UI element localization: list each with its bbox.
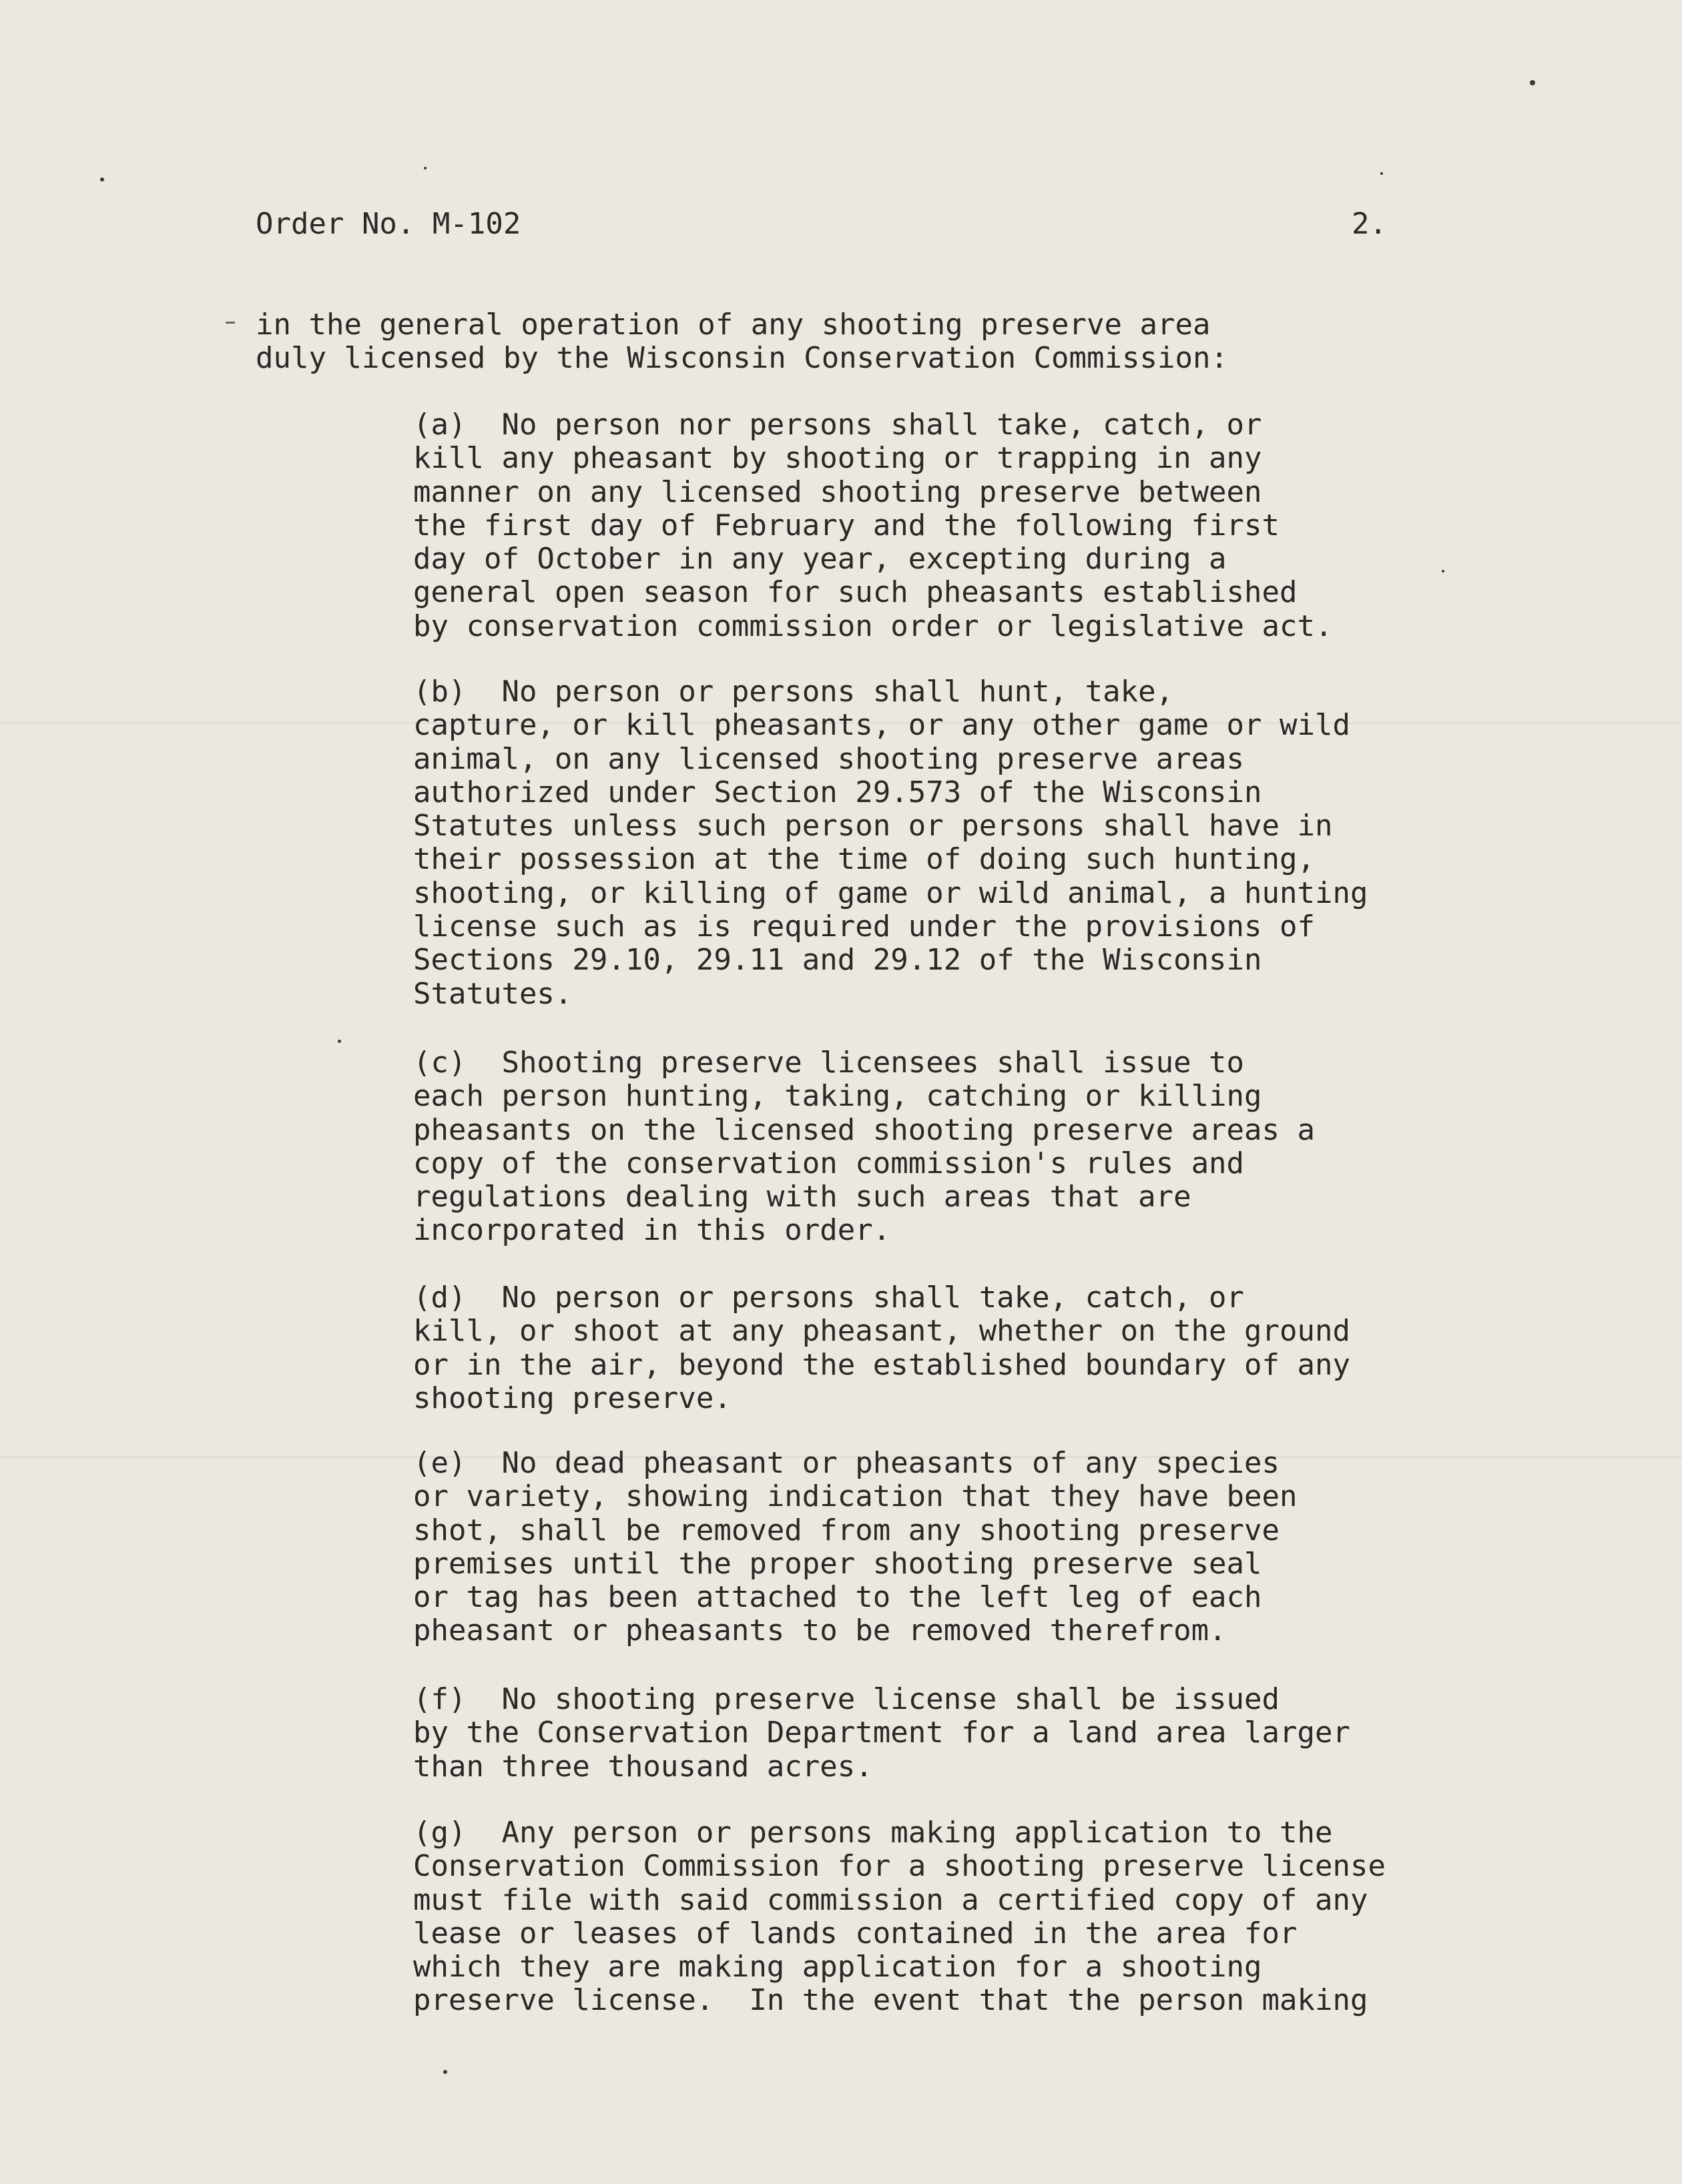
text-line: in the general operation of any shooting preserve area xyxy=(256,308,1211,342)
text-line: kill any pheasant by shooting or trapping in any xyxy=(413,441,1262,476)
paper-speck xyxy=(443,2070,447,2074)
paper-speck xyxy=(338,1040,341,1043)
order-number: Order No. M-102 xyxy=(256,207,521,241)
paper-speck xyxy=(1530,80,1535,85)
text-line: (c) Shooting preserve licensees shall issue to xyxy=(413,1046,1245,1080)
text-line: by the Conservation Department for a land area larger xyxy=(413,1716,1350,1750)
text-line: incorporated in this order. xyxy=(413,1213,891,1248)
text-line: general open season for such pheasants established xyxy=(413,575,1298,610)
text-line: (f) No shooting preserve license shall be issued xyxy=(413,1682,1280,1716)
text-line: kill, or shoot at any pheasant, whether on the ground xyxy=(413,1314,1350,1349)
text-line: shooting, or killing of game or wild animal, a hunting xyxy=(413,875,1368,910)
text-line: shot, shall be removed from any shooting preserve xyxy=(413,1513,1280,1547)
text-line: manner on any licensed shooting preserve between xyxy=(413,474,1262,509)
text-line: preserve license. In the event that the person making xyxy=(413,1983,1368,2018)
margin-mark xyxy=(226,322,235,324)
intro-text xyxy=(256,308,1457,376)
paper-speck xyxy=(424,167,427,169)
text-line: must file with said commission a certified copy of any xyxy=(413,1882,1368,1917)
text-line: animal, on any licensed shooting preserve areas xyxy=(413,741,1245,776)
text-line: (b) No person or persons shall hunt, take, xyxy=(413,675,1174,709)
text-line: lease or leases of lands contained in the area for xyxy=(413,1916,1298,1950)
paragraph-d xyxy=(413,1281,1548,1415)
text-line: their possession at the time of doing such hunting, xyxy=(413,842,1316,877)
text-line: Statutes unless such person or persons shall have in xyxy=(413,809,1333,843)
text-line: copy of the conservation commission's rules and xyxy=(413,1146,1245,1180)
paragraph-e xyxy=(413,1447,1548,1648)
paper-speck xyxy=(1380,172,1383,175)
text-line: the first day of February and the following first xyxy=(413,508,1280,542)
text-line: (e) No dead pheasant or pheasants of any species xyxy=(413,1446,1280,1480)
page-number: 2. xyxy=(1352,207,1387,241)
text-line: pheasants on the licensed shooting preserve areas a xyxy=(413,1112,1316,1147)
text-line: license such as is required under the provisions of xyxy=(413,909,1316,944)
text-line: (d) No person or persons shall take, catch, or xyxy=(413,1281,1245,1315)
text-line: than three thousand acres. xyxy=(413,1749,873,1784)
paragraph-b xyxy=(413,675,1548,1011)
text-line: or variety, showing indication that they have been xyxy=(413,1479,1298,1514)
text-line: which they are making application for a shooting xyxy=(413,1950,1262,1984)
text-line: capture, or kill pheasants, or any other game or wild xyxy=(413,708,1350,743)
text-line: (g) Any person or persons making application to the xyxy=(413,1816,1333,1850)
text-line: by conservation commission order or legislative act. xyxy=(413,609,1333,643)
text-line: Conservation Commission for a shooting preserve license xyxy=(413,1849,1386,1884)
paper-speck xyxy=(100,177,104,181)
text-line: regulations dealing with such areas that are xyxy=(413,1180,1191,1214)
text-line: pheasant or pheasants to be removed therefrom. xyxy=(413,1613,1227,1648)
text-line: each person hunting, taking, catching or killing xyxy=(413,1079,1262,1114)
text-line: (a) No person nor persons shall take, catch, or xyxy=(413,408,1262,442)
text-line: day of October in any year, excepting during a xyxy=(413,542,1227,577)
paragraph-c xyxy=(413,1046,1548,1248)
text-line: duly licensed by the Wisconsin Conservation Commission: xyxy=(256,341,1228,376)
text-line: premises until the proper shooting preserve seal xyxy=(413,1546,1262,1581)
text-line: Statutes. xyxy=(413,976,573,1011)
text-line: shooting preserve. xyxy=(413,1381,732,1415)
text-line: authorized under Section 29.573 of the Wisconsin xyxy=(413,775,1262,809)
paragraph-a xyxy=(413,408,1548,643)
paragraph-g xyxy=(413,1816,1548,2018)
text-line: or in the air, beyond the established boundary of any xyxy=(413,1347,1350,1382)
paragraph-f xyxy=(413,1683,1548,1784)
text-line: Sections 29.10, 29.11 and 29.12 of the Wisconsin xyxy=(413,943,1262,978)
text-line: or tag has been attached to the left leg of each xyxy=(413,1580,1262,1615)
